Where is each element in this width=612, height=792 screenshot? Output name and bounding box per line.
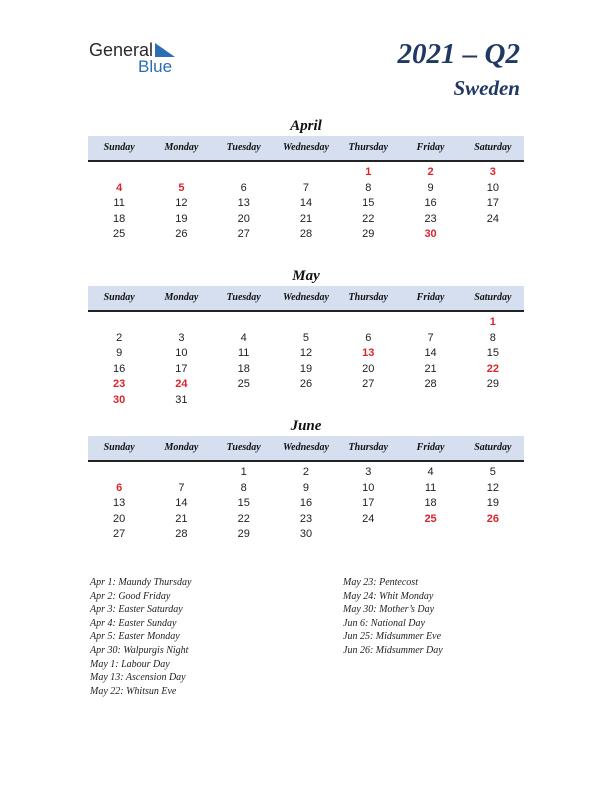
holiday-notes-left (90, 576, 191, 698)
holiday-note: Jun 26: Midsummer Day (343, 644, 443, 656)
weekday-label: Tuesday (226, 142, 261, 153)
day-cell: 20 (113, 512, 126, 525)
day-cell: 5 (302, 331, 310, 344)
day-cell: 23 (424, 212, 437, 225)
day-cell: 16 (113, 362, 126, 375)
day-cell: 11 (424, 481, 437, 494)
day-cell: 15 (237, 497, 250, 509)
logo (89, 40, 189, 80)
logo-flag-icon (155, 43, 175, 57)
holiday-note: Apr 3: Easter Saturday (90, 604, 183, 616)
weekday-label: Friday (416, 442, 445, 453)
holiday-note: May 23: Pentecost (343, 577, 418, 588)
day-cell: 8 (489, 331, 496, 344)
day-cell: 12 (299, 347, 313, 359)
day-cell: 24 (486, 212, 499, 225)
weekday-label: Monday (164, 292, 199, 303)
holiday-note: May 13: Ascension Day (90, 672, 186, 684)
weekday-label: Wednesday (283, 292, 329, 303)
day-cell: 7 (178, 481, 185, 494)
month-name: June (290, 418, 322, 434)
holiday-day-cell: 23 (113, 378, 126, 390)
day-cell: 27 (113, 528, 126, 540)
day-cell: 19 (299, 362, 313, 375)
month-name: May (292, 268, 320, 284)
month-april (88, 116, 524, 243)
weekday-label: Wednesday (283, 442, 329, 453)
weekday-header (88, 136, 524, 162)
day-cell: 9 (116, 347, 123, 359)
weekday-label: Saturday (474, 442, 512, 453)
day-cell: 8 (240, 481, 247, 494)
day-cell: 15 (486, 347, 499, 359)
empty-day-cell (88, 465, 150, 481)
weekday-label: Tuesday (226, 292, 261, 303)
day-cell: 27 (237, 228, 250, 240)
day-cell: 17 (486, 197, 499, 209)
holiday-note: Apr 30: Walpurgis Night (90, 644, 189, 656)
day-cell: 20 (237, 212, 250, 225)
day-cell: 14 (299, 197, 313, 209)
day-cell: 22 (237, 512, 250, 525)
weekday-label: Thursday (348, 292, 388, 303)
holiday-note: May 1: Labour Day (90, 658, 170, 670)
empty-day-cell (150, 315, 212, 331)
day-cell: 25 (237, 378, 250, 390)
day-cell: 4 (427, 466, 434, 478)
day-cell: 12 (486, 481, 499, 494)
holiday-note: Jun 25: Midsummer Eve (343, 631, 442, 643)
day-cell: 16 (424, 197, 437, 209)
holiday-notes-right (343, 576, 443, 658)
day-cell: 24 (362, 512, 375, 525)
month-name: April (290, 118, 322, 134)
day-cell: 28 (175, 528, 188, 540)
empty-day-cell (150, 465, 212, 481)
weekday-label: Monday (164, 142, 199, 153)
weekday-label: Monday (164, 442, 199, 453)
country-subtitle: Sweden (453, 76, 520, 100)
day-cell: 3 (178, 331, 185, 344)
empty-day-cell (213, 315, 275, 331)
holiday-day-cell: 24 (175, 378, 188, 390)
day-grid (88, 315, 524, 408)
weekday-label: Thursday (348, 442, 388, 453)
holiday-day-cell: 25 (424, 512, 437, 525)
holiday-day-cell: 22 (486, 362, 499, 375)
weekday-label: Tuesday (226, 442, 261, 453)
empty-day-cell (337, 315, 399, 331)
day-cell: 19 (486, 497, 499, 509)
day-cell: 8 (365, 181, 372, 194)
empty-day-cell (275, 315, 337, 331)
holiday-day-cell: 3 (489, 166, 496, 178)
day-cell: 20 (362, 362, 375, 375)
holiday-day-cell: 26 (486, 512, 499, 525)
weekday-label: Friday (416, 142, 445, 153)
holiday-day-cell: 6 (116, 481, 123, 494)
day-cell: 12 (175, 197, 188, 209)
holiday-note: Apr 5: Easter Monday (90, 631, 180, 643)
day-cell: 22 (362, 212, 375, 225)
day-cell: 1 (240, 466, 247, 478)
day-cell: 28 (424, 378, 437, 390)
day-cell: 9 (302, 481, 310, 494)
weekday-label: Saturday (474, 292, 512, 303)
holiday-note: Apr 1: Maundy Thursday (90, 577, 192, 588)
day-cell: 29 (486, 378, 499, 390)
day-cell: 6 (240, 181, 247, 194)
weekday-label: Thursday (348, 142, 388, 153)
day-cell: 27 (362, 378, 375, 390)
holiday-note: Apr 2: Good Friday (90, 590, 171, 602)
holiday-day-cell: 1 (365, 166, 372, 178)
day-cell: 15 (362, 197, 375, 209)
day-cell: 25 (113, 228, 126, 240)
empty-day-cell (213, 165, 275, 181)
holiday-day-cell: 2 (427, 166, 434, 178)
empty-day-cell (88, 165, 150, 181)
holiday-note: Apr 4: Easter Sunday (90, 617, 177, 629)
day-cell: 17 (175, 362, 188, 375)
holiday-day-cell: 1 (489, 316, 496, 328)
day-cell: 13 (113, 497, 126, 509)
holiday-day-cell: 30 (424, 228, 437, 240)
day-cell: 9 (427, 181, 434, 194)
day-cell: 18 (237, 362, 250, 375)
day-cell: 7 (302, 181, 310, 194)
day-cell: 14 (175, 497, 188, 509)
day-cell: 10 (175, 347, 188, 359)
day-cell: 29 (362, 228, 375, 240)
weekday-header (88, 436, 524, 462)
day-cell: 21 (299, 212, 313, 225)
day-cell: 17 (362, 497, 375, 509)
day-cell: 14 (424, 347, 437, 359)
day-cell: 21 (175, 512, 188, 525)
day-cell: 3 (365, 466, 372, 478)
empty-day-cell (88, 315, 150, 331)
day-cell: 5 (489, 466, 496, 478)
holiday-note: May 22: Whitsun Eve (90, 685, 177, 697)
month-june (88, 416, 524, 543)
empty-day-cell (275, 165, 337, 181)
holiday-day-cell: 30 (113, 393, 126, 406)
holiday-note: Jun 6: National Day (343, 617, 425, 629)
weekday-label: Wednesday (283, 142, 329, 153)
holiday-note: May 24: Whit Monday (343, 590, 434, 602)
day-cell: 6 (365, 331, 372, 344)
weekday-label: Sunday (103, 442, 135, 453)
empty-day-cell (150, 165, 212, 181)
day-cell: 11 (113, 197, 125, 209)
holiday-day-cell: 5 (178, 181, 185, 194)
holiday-day-cell: 13 (362, 347, 375, 359)
logo-general-text: General (89, 40, 154, 60)
day-cell: 31 (175, 393, 188, 406)
day-grid (88, 165, 524, 243)
weekday-header (88, 286, 524, 312)
page-title: 2021 – Q2 (397, 38, 520, 70)
day-cell: 30 (299, 528, 313, 540)
day-cell: 18 (113, 212, 126, 225)
day-cell: 28 (299, 228, 313, 240)
weekday-label: Saturday (474, 142, 512, 153)
empty-day-cell (399, 315, 461, 331)
day-cell: 2 (302, 466, 310, 478)
day-cell: 10 (362, 481, 375, 494)
day-cell: 19 (175, 212, 188, 225)
day-cell: 26 (175, 228, 188, 240)
weekday-label: Friday (416, 292, 445, 303)
day-cell: 11 (237, 347, 250, 359)
day-cell: 18 (424, 497, 437, 509)
weekday-label: Sunday (103, 142, 135, 153)
day-cell: 2 (116, 331, 123, 344)
day-cell: 13 (237, 197, 250, 209)
day-cell: 21 (424, 362, 437, 375)
holiday-note: May 30: Mother’s Day (343, 604, 435, 616)
day-cell: 10 (486, 181, 499, 194)
day-cell: 7 (427, 331, 434, 344)
day-cell: 4 (240, 331, 247, 344)
day-cell: 29 (237, 528, 250, 540)
holiday-day-cell: 4 (116, 181, 123, 194)
day-cell: 23 (299, 512, 313, 525)
day-cell: 26 (299, 378, 313, 390)
logo-blue-text: Blue (138, 57, 173, 76)
day-cell: 16 (299, 497, 313, 509)
month-may (88, 266, 524, 408)
day-grid (88, 465, 524, 543)
weekday-label: Sunday (103, 292, 135, 303)
